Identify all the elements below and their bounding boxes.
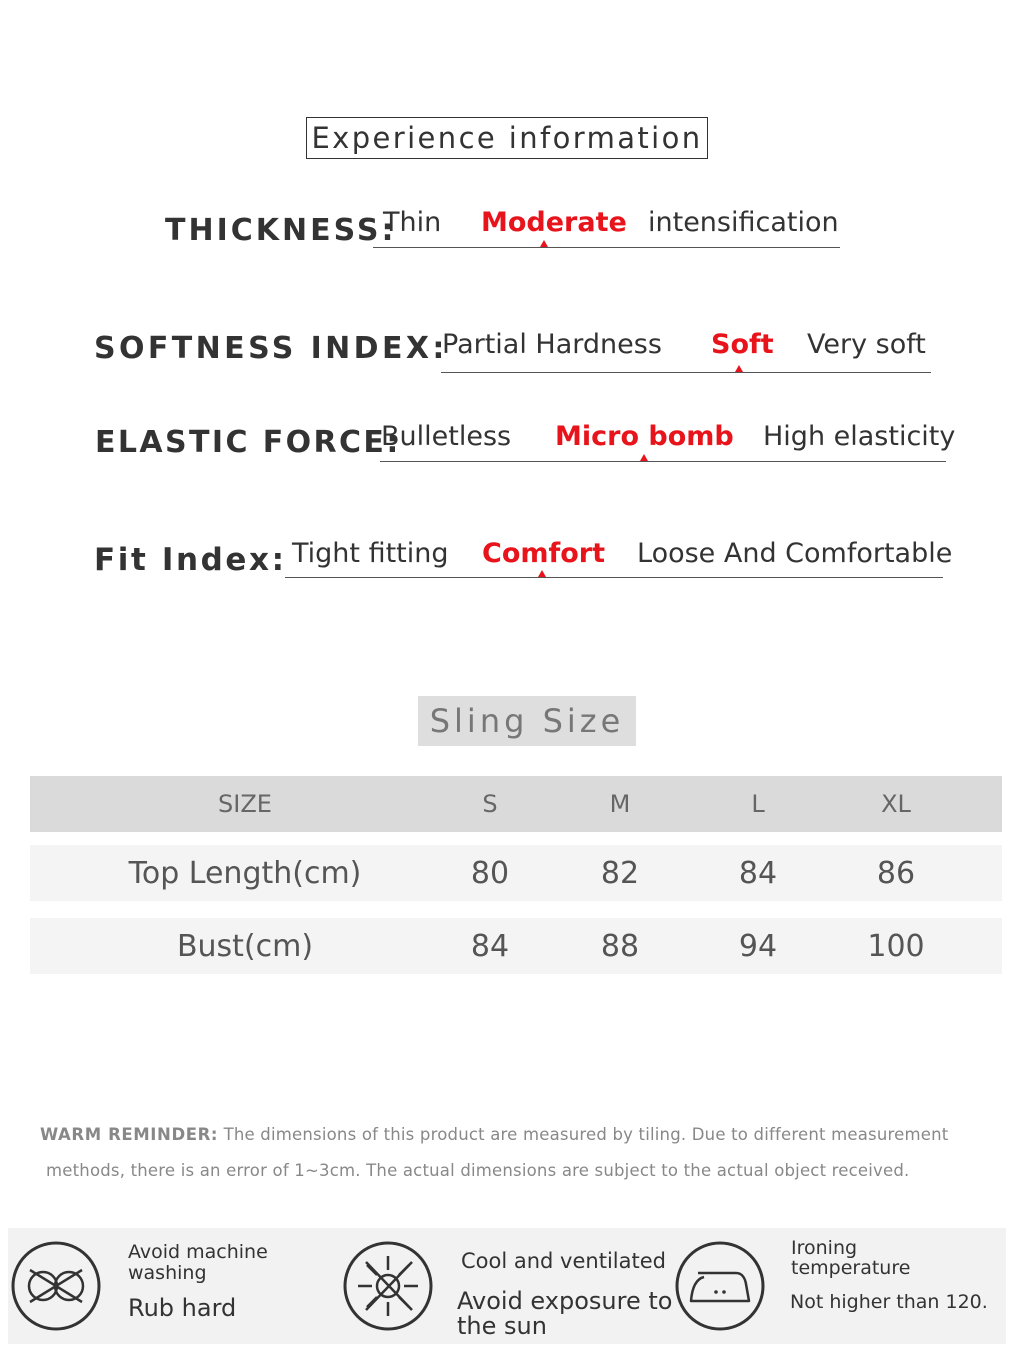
header-cell: M: [609, 790, 631, 818]
care-text: Rub hard: [128, 1294, 237, 1322]
no-machine-wash-icon: [10, 1240, 102, 1332]
care-text: the sun: [457, 1312, 547, 1340]
table-row: [30, 918, 1002, 974]
table-row: [30, 845, 1002, 901]
rating-option: Very soft: [807, 329, 926, 360]
table-cell: 88: [600, 928, 640, 964]
rating-line: [441, 372, 931, 373]
care-text: Ironing: [791, 1237, 858, 1259]
rating-option: Bulletless: [381, 421, 512, 452]
table-cell: 84: [738, 855, 778, 891]
care-text: Avoid machine: [128, 1241, 268, 1263]
table-cell: 82: [600, 855, 640, 891]
care-text: temperature: [791, 1257, 911, 1279]
rating-option-selected: Moderate: [481, 207, 627, 238]
rating-option: Partial Hardness: [442, 329, 662, 360]
row-label: Bust(cm): [176, 928, 314, 964]
care-text: washing: [128, 1262, 207, 1284]
care-text: Cool and ventilated: [461, 1249, 666, 1273]
rating-option-selected: Comfort: [482, 538, 606, 569]
selected-marker-icon: [640, 454, 648, 461]
rating-label: ELASTIC FORCE:: [95, 425, 401, 460]
table-cell: 84: [470, 928, 510, 964]
header-cell: XL: [881, 790, 911, 818]
sun-icon: [342, 1240, 434, 1332]
rating-option: High elasticity: [763, 421, 956, 452]
rating-line: [285, 577, 943, 578]
warm-reminder-line2: methods, there is an error of 1~3cm. The actual dimensions are subject to the actual object received.: [46, 1161, 910, 1180]
rating-label: THICKNESS:: [165, 213, 397, 248]
rating-option: Tight fitting: [292, 538, 449, 569]
selected-marker-icon: [540, 240, 548, 247]
rating-label: Fit Index:: [94, 542, 287, 578]
header-cell: S: [482, 790, 498, 818]
size-table-title: Sling Size: [418, 696, 636, 746]
care-text: Avoid exposure to: [457, 1287, 673, 1315]
header-cell: L: [751, 790, 765, 818]
row-label: Top Length(cm): [128, 855, 362, 891]
rating-option: Thin: [383, 207, 442, 238]
table-cell: 86: [876, 855, 916, 891]
rating-option-selected: Micro bomb: [555, 421, 734, 452]
selected-marker-icon: [735, 365, 743, 372]
warm-reminder-label: WARM REMINDER:: [40, 1125, 219, 1144]
rating-option: intensification: [648, 207, 839, 238]
rating-label: SOFTNESS INDEX:: [94, 331, 448, 366]
rating-line: [373, 247, 840, 248]
size-table-header: [30, 776, 1002, 832]
header-cell: SIZE: [218, 790, 272, 818]
rating-option-selected: Soft: [711, 329, 774, 360]
table-cell: 80: [470, 855, 510, 891]
warm-reminder-line1: [40, 1125, 948, 1144]
rating-line: [380, 461, 946, 462]
table-cell: 100: [867, 928, 925, 964]
experience-title: Experience information: [306, 117, 708, 159]
care-text: Not higher than 120.: [790, 1291, 988, 1313]
table-cell: 94: [738, 928, 778, 964]
warm-reminder-text: The dimensions of this product are measured by tiling. Due to different measurement: [223, 1125, 949, 1144]
iron-icon: [674, 1240, 766, 1332]
rating-option: Loose And Comfortable: [637, 538, 953, 569]
selected-marker-icon: [538, 570, 546, 577]
